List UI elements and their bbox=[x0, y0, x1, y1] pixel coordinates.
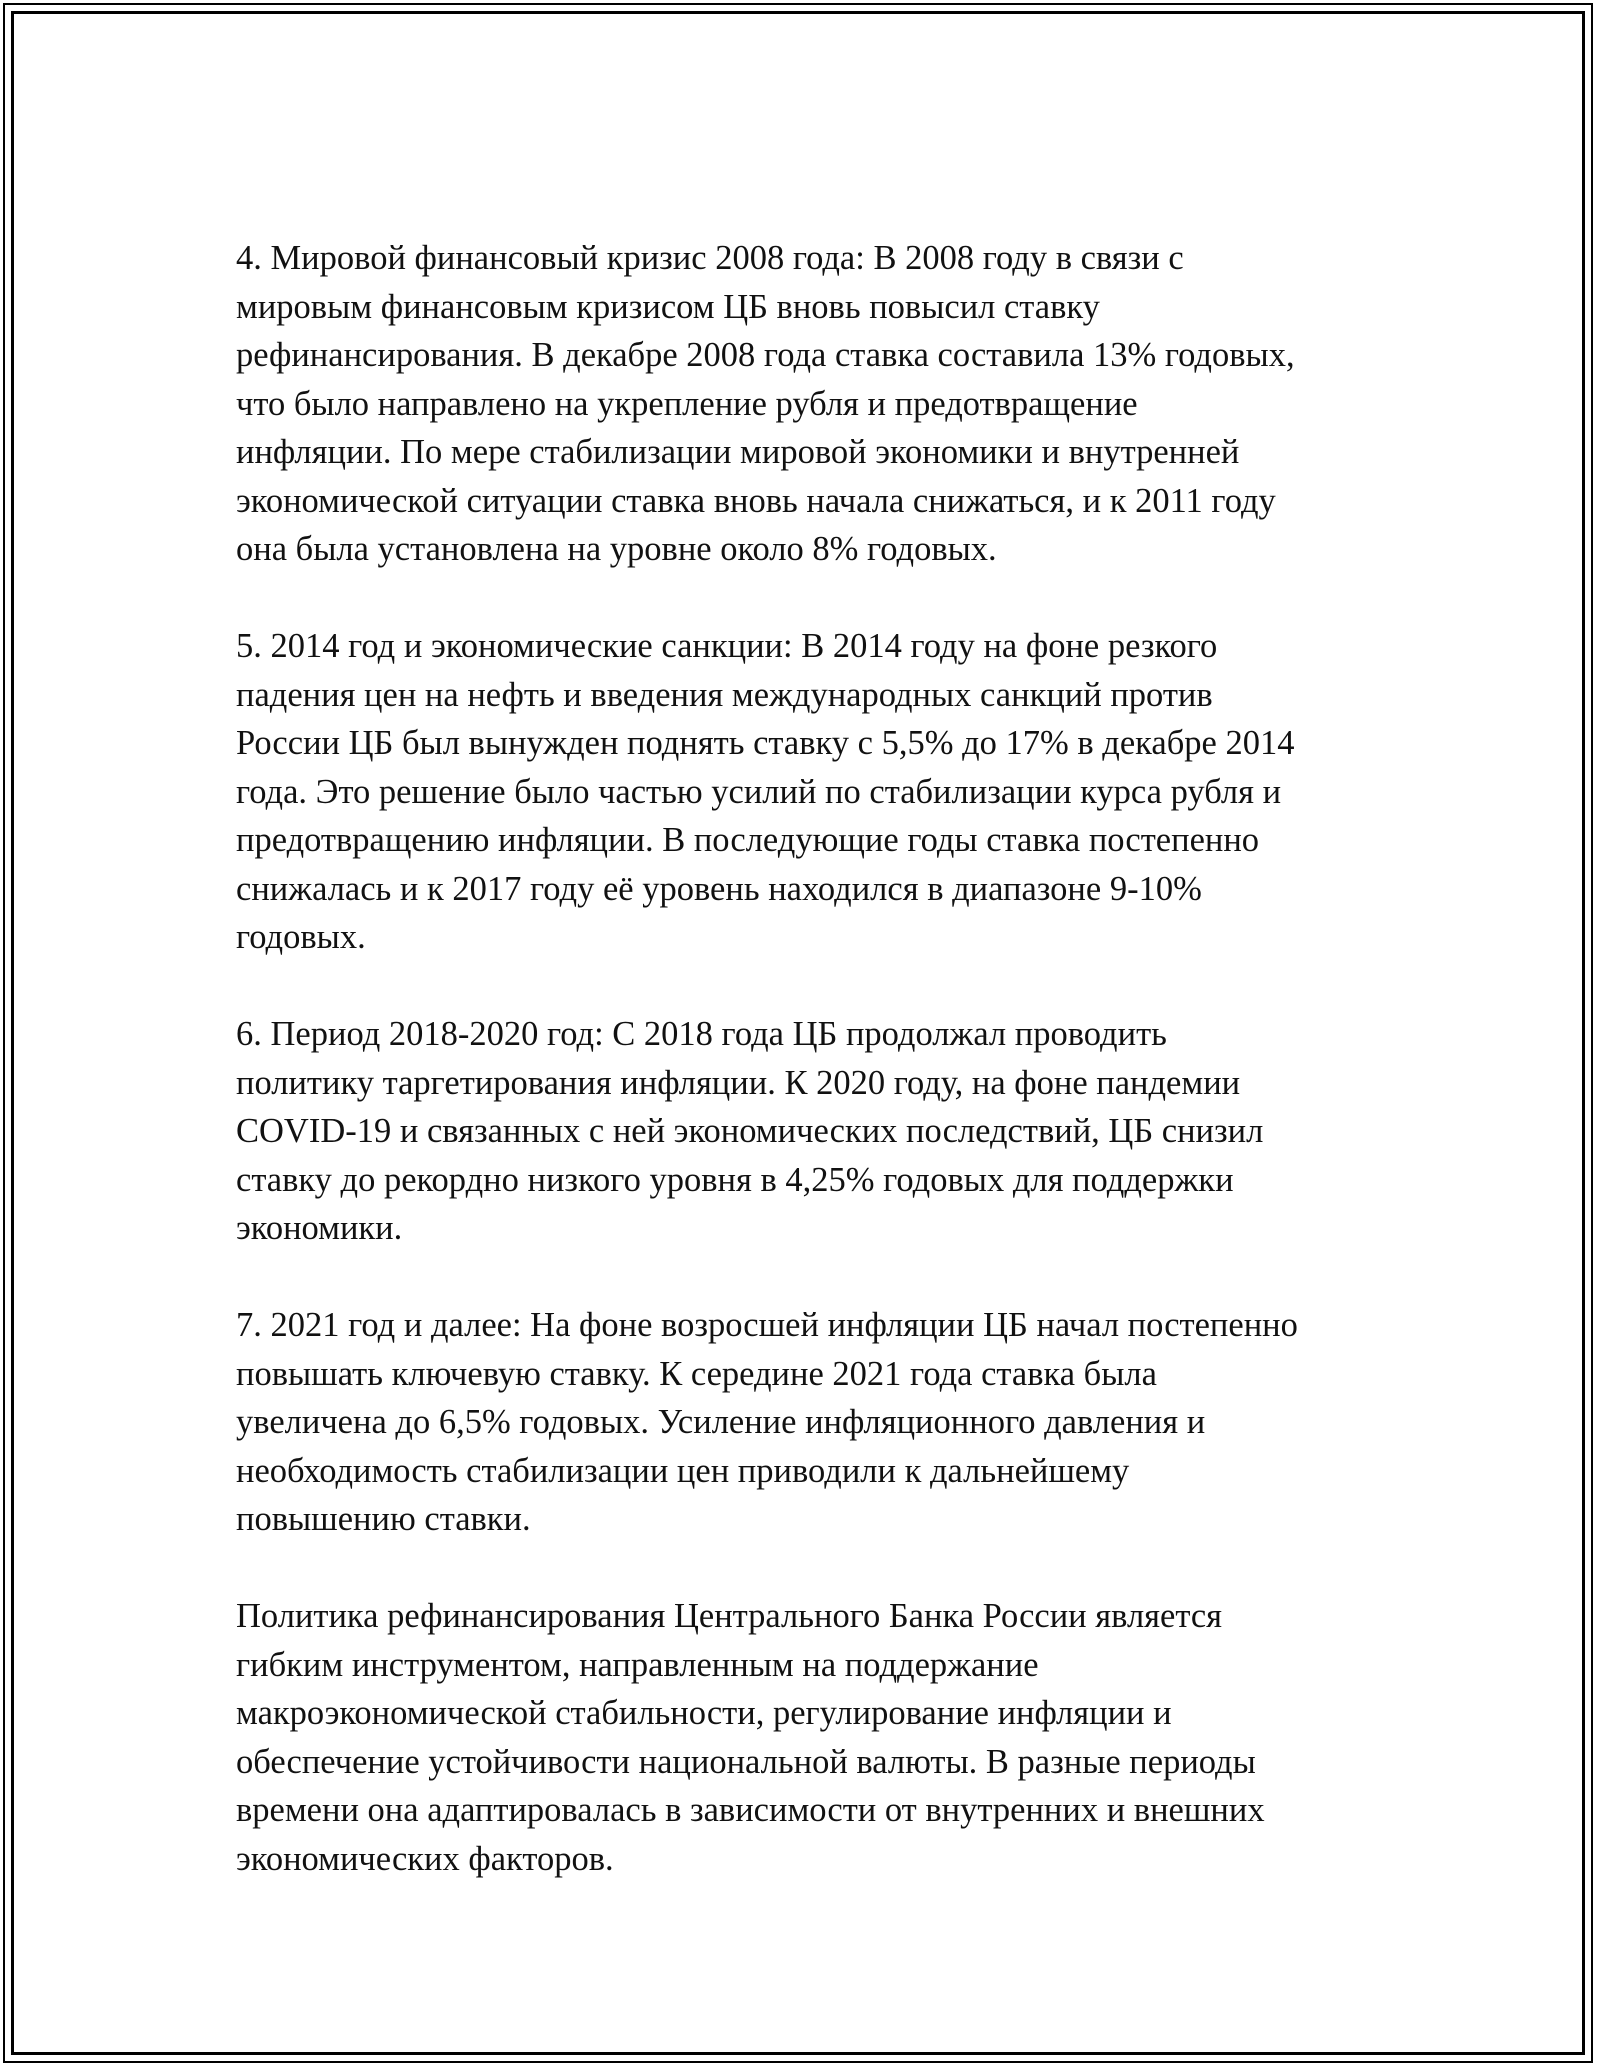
text-line: экономики. bbox=[236, 1209, 403, 1247]
text-line: предотвращению инфляции. В последующие годы ставка постепенно bbox=[236, 821, 1260, 859]
text-line: падения цен на нефть и введения международных санкций против bbox=[236, 675, 1213, 714]
text-line: 4. Мировой финансовый кризис 2008 года: В 2008 году в связи с bbox=[236, 239, 1184, 277]
text-line: времени она адаптировалась в зависимости от внутренних и внешних bbox=[236, 1791, 1265, 1829]
text-line: необходимость стабилизации цен приводили к дальнейшему bbox=[236, 1451, 1130, 1490]
text-line: она была установлена на уровне около 8% годовых. bbox=[236, 530, 997, 568]
paragraph-conclusion bbox=[236, 1592, 1386, 1883]
paragraph-sanctions-2014 bbox=[236, 622, 1386, 962]
paragraph-crisis-2008 bbox=[236, 234, 1386, 574]
text-line: рефинансирования. В декабре 2008 года ставка составила 13% годовых, bbox=[236, 336, 1295, 374]
paragraph-period-2018-2020 bbox=[236, 1010, 1386, 1253]
text-line: экономических факторов. bbox=[236, 1839, 614, 1878]
text-line: 6. Период 2018-2020 год: С 2018 года ЦБ продолжал проводить bbox=[236, 1015, 1167, 1053]
text-line: 7. 2021 год и далее: На фоне возросшей инфляции ЦБ начал постепенно bbox=[236, 1306, 1298, 1344]
text-line: России ЦБ был вынужден поднять ставку с 5,5% до 17% в декабре 2014 bbox=[236, 724, 1295, 762]
text-line: мировым финансовым кризисом ЦБ вновь повысил ставку bbox=[236, 287, 1100, 326]
paragraph-2021-onward bbox=[236, 1301, 1386, 1544]
text-line: Политика рефинансирования Центрального Банка России является bbox=[236, 1597, 1223, 1635]
text-line: что было направлено на укрепление рубля и предотвращение bbox=[236, 384, 1138, 423]
text-line: обеспечение устойчивости национальной валюты. В разные периоды bbox=[236, 1742, 1256, 1781]
text-line: инфляции. По мере стабилизации мировой экономики и внутренней bbox=[236, 433, 1240, 471]
text-line: повышению ставки. bbox=[236, 1500, 531, 1538]
text-line: гибким инструментом, направленным на поддержание bbox=[236, 1645, 1039, 1684]
text-line: макроэкономической стабильности, регулирование инфляции и bbox=[236, 1694, 1172, 1732]
text-line: увеличена до 6,5% годовых. Усиление инфляционного давления и bbox=[236, 1403, 1206, 1441]
text-line: политику таргетирования инфляции. К 2020 году, на фоне пандемии bbox=[236, 1063, 1241, 1102]
text-line: годовых. bbox=[236, 918, 366, 956]
text-line: ставку до рекордно низкого уровня в 4,25% годовых для поддержки bbox=[236, 1160, 1234, 1199]
text-line: COVID-19 и связанных с ней экономических последствий, ЦБ снизил bbox=[236, 1112, 1264, 1150]
text-line: снижалась и к 2017 году её уровень находился в диапазоне 9-10% bbox=[236, 869, 1202, 908]
text-line: 5. 2014 год и экономические санкции: В 2014 году на фоне резкого bbox=[236, 627, 1218, 665]
text-line: повышать ключевую ставку. К середине 2021 года ставка была bbox=[236, 1354, 1157, 1393]
text-line: года. Это решение было частью усилий по стабилизации курса рубля и bbox=[236, 772, 1282, 811]
text-line: экономической ситуации ставка вновь начала снижаться, и к 2011 году bbox=[236, 481, 1276, 520]
document-body bbox=[236, 234, 1386, 1883]
